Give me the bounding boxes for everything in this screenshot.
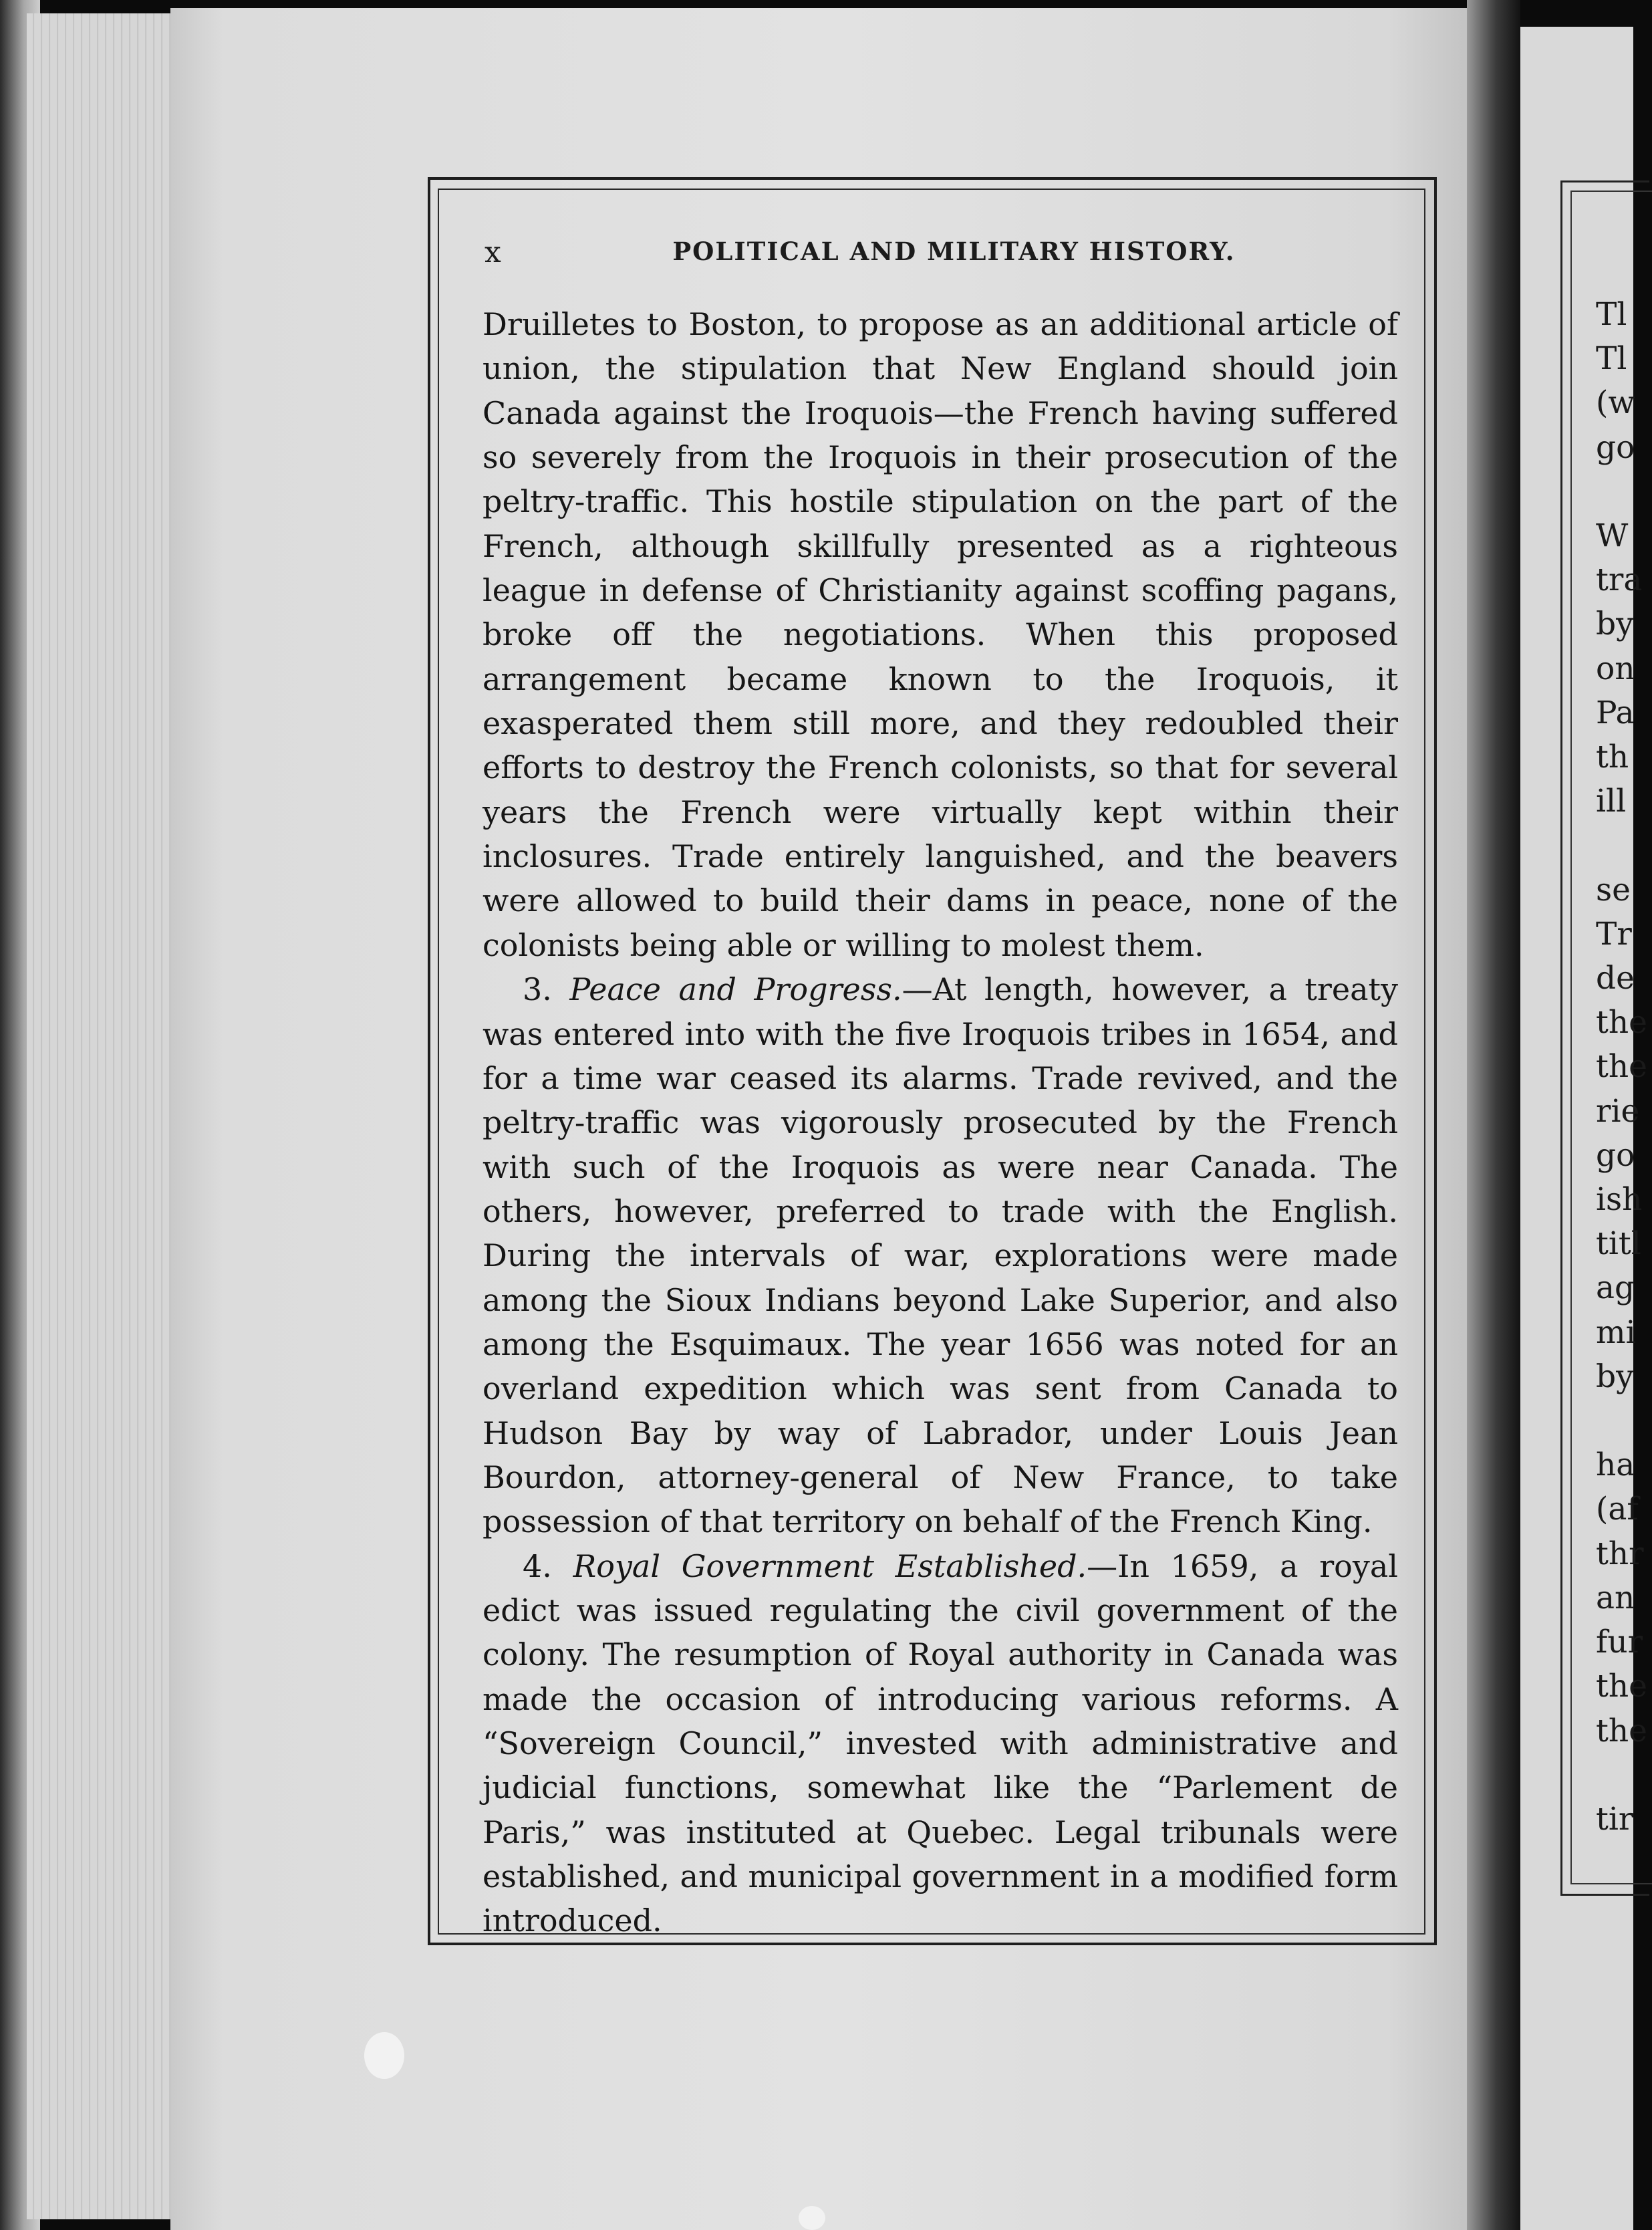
facing-page-fragment: titl <box>1596 1225 1641 1263</box>
facing-page-fragment: on <box>1596 650 1635 687</box>
paragraph-royal-government <box>483 1544 1398 1943</box>
facing-page-fragment: go <box>1596 428 1635 466</box>
facing-page-fragment: (af <box>1596 1491 1639 1528</box>
book-gutter <box>1467 0 1520 2230</box>
stacked-page-edges <box>27 13 180 2219</box>
facing-page-fragment: by <box>1596 1358 1634 1395</box>
running-head: POLITICAL AND MILITARY HISTORY. <box>672 237 1236 266</box>
facing-page-fragment <box>1596 1399 1636 1443</box>
section-heading: Peace and Progress. <box>569 971 902 1008</box>
facing-page-fragment: fur <box>1596 1624 1643 1661</box>
paragraph-text: —At length, however, a treaty was entered into with the five Iroquois tribes in 1654, and for a time war ceased its alarms. Trade revived, and the peltry-traffic was vigorously prosecuted by the French with such of the Iroquois as were near Canada. The others, however, preferred to trade with the English. During the intervals of war, explorations were made among the Sioux Indians beyond Lake Superior, and also among the Esquimaux. The year 1656 was noted for an overland expedition which was sent from Canada to Hudson Bay by way of Labrador, under Louis Jean Bourdon, attorney-general of New France, to take possession of that territory on behalf of the French King. <box>483 971 1398 1540</box>
paragraph-continued <box>483 302 1398 967</box>
facing-page-fragment: ish <box>1596 1181 1643 1219</box>
facing-page-fragment: ag <box>1596 1269 1635 1307</box>
paragraph-peace-and-progress <box>483 967 1398 1543</box>
facing-page-fragment: th <box>1596 739 1629 776</box>
facing-page-fragment: Tl <box>1596 296 1627 333</box>
facing-page-fragment: by <box>1596 606 1634 643</box>
section-number: 4. <box>523 1547 552 1584</box>
facing-page-fragment: se <box>1596 871 1631 908</box>
facing-page-fragment: de <box>1596 960 1635 997</box>
facing-page-fragment: (w <box>1596 384 1635 422</box>
facing-page-fragment: go <box>1596 1136 1635 1174</box>
page-header <box>485 235 1397 275</box>
paragraph-text: Druilletes to Boston, to propose as an additional article of union, the stipulation that New England should join Canada against the Iroquois—the French having suffered so severely from the Iroquois in their prosecution of the peltry-traffic. This hostile stipulation on the part of the French, although skillfully presented as a righteous league in defense of Christianity against scoffing pagans, broke off the negotiations. When this proposed arrangement became known to the Iroquois, it exasperated them still more, and they redoubled their efforts to destroy the French colonists, so that for several years the French were virtually kept within their inclosures. Trade entirely languished, and the beavers were allowed to build their dams in peace, none of the colonists being able or willing to molest them. <box>483 306 1398 963</box>
facing-page-fragment: rie <box>1596 1092 1640 1130</box>
facing-page-fragment: tra <box>1596 562 1643 599</box>
facing-page-fragment <box>1596 470 1636 514</box>
facing-page-fragment: W <box>1596 517 1629 555</box>
facing-page-text-fragments <box>1596 293 1647 1842</box>
facing-page-fragment: tir <box>1596 1800 1634 1838</box>
section-heading: Royal Government Established. <box>573 1547 1087 1584</box>
facing-page-fragment: Tl <box>1596 340 1627 378</box>
facing-page-fragment: an <box>1596 1579 1635 1616</box>
facing-page-fragment <box>1596 1753 1636 1798</box>
page-number: x <box>485 235 501 269</box>
section-number: 3. <box>523 971 552 1008</box>
paragraph-text: —In 1659, a royal edict was issued regulating the civil government of the colony. The resumption of Royal authority in Canada was made the occasion of introducing various reforms. A “Sovereign Council,” invested with administrative and judicial functions, somewhat like the “Parlement de Paris,” was instituted at Quebec. Legal tribunals were established, and municipal government in a modified form introduced. <box>483 1547 1398 1939</box>
facing-page-fragment: Tr <box>1596 915 1632 953</box>
facing-page-fragment: ill <box>1596 783 1627 820</box>
paper-speck <box>364 2032 404 2079</box>
facing-page-fragment: the <box>1596 1668 1647 1705</box>
facing-page-fragment: the <box>1596 1712 1647 1749</box>
facing-page-fragment: the <box>1596 1004 1647 1041</box>
facing-page-fragment: thr <box>1596 1535 1644 1572</box>
facing-page-fragment: mi <box>1596 1314 1636 1351</box>
facing-page-fragment: Pa <box>1596 694 1635 731</box>
body-text <box>483 302 1398 1943</box>
facing-page-fragment <box>1596 824 1636 868</box>
facing-page-fragment: the <box>1596 1048 1647 1086</box>
paper-speck <box>799 2206 825 2230</box>
facing-page-fragment: ha <box>1596 1447 1635 1484</box>
